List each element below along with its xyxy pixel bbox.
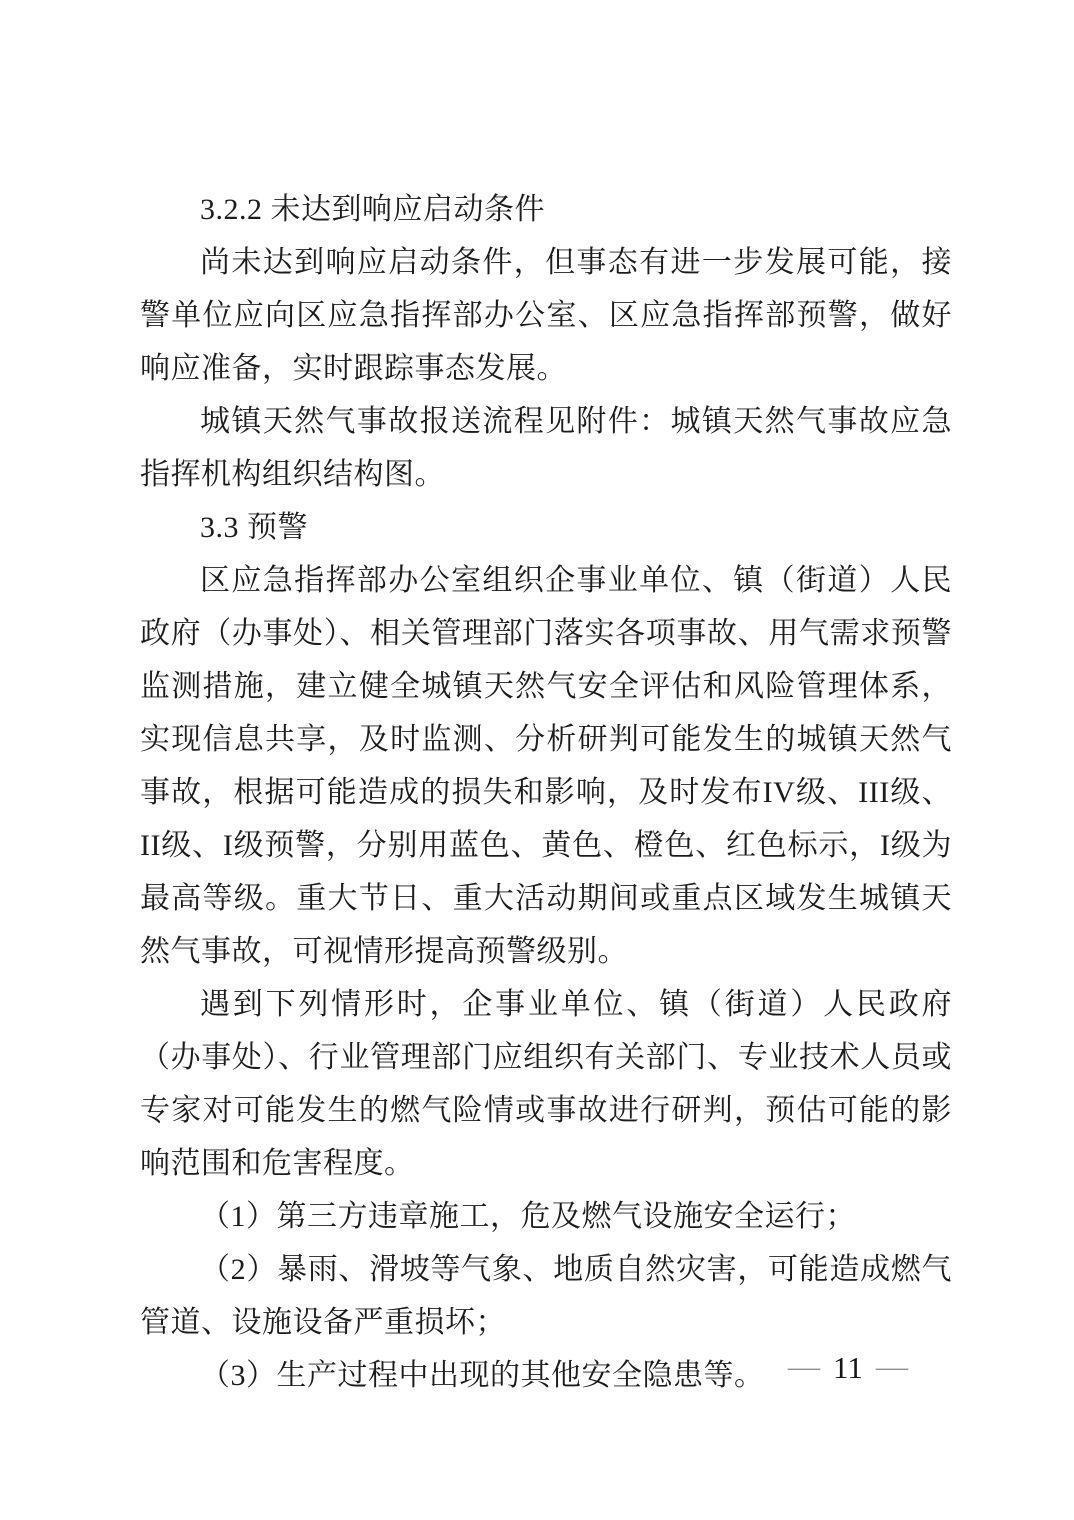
paragraph: 遇到下列情形时，企事业单位、镇（街道）人民政府（办事处）、行业管理部门应组织有关部门、专业技术人员或专家对可能发生的燃气险情或事故进行研判，预估可能的影响范围和危害程度。: [140, 988, 952, 1180]
paragraph: （3）生产过程中出现的其他安全隐患等。: [200, 1359, 765, 1392]
paragraph: 城镇天然气事故报送流程见附件：城镇天然气事故应急指挥机构组织结构图。: [140, 405, 952, 491]
paragraph: （2）暴雨、滑坡等气象、地质自然灾害，可能造成燃气管道、设施设备严重损坏；: [140, 1253, 952, 1339]
paragraph: （1）第三方违章施工，危及燃气设施安全运行；: [200, 1200, 856, 1233]
footer-right-dash: —: [875, 1352, 908, 1383]
page-number: 11: [833, 1350, 863, 1385]
document-body: [140, 183, 952, 1402]
section-heading: 3.2.2 未达到响应启动条件: [200, 193, 545, 226]
section-heading: 3.3 预警: [200, 511, 308, 544]
page-footer: [787, 1344, 908, 1392]
paragraph: 尚未达到响应启动条件，但事态有进一步发展可能，接警单位应向区应急指挥部办公室、区应急指挥部预警，做好响应准备，实时跟踪事态发展。: [140, 246, 952, 385]
paragraph: 区应急指挥部办公室组织企事业单位、镇（街道）人民政府（办事处）、相关管理部门落实各项事故、用气需求预警监测措施，建立健全城镇天然气安全评估和风险管理体系，实现信息共享，及时监测、分析研判可能发生的城镇天然气事故，根据可能造成的损失和影响，及时发布IV级、III级、II级、I级预警，分别用蓝色、黄色、橙色、红色标示，I级为最高等级。重大节日、重大活动期间或重点区域发生城镇天然气事故，可视情形提高预警级别。: [140, 564, 952, 968]
footer-left-dash: —: [787, 1352, 821, 1383]
